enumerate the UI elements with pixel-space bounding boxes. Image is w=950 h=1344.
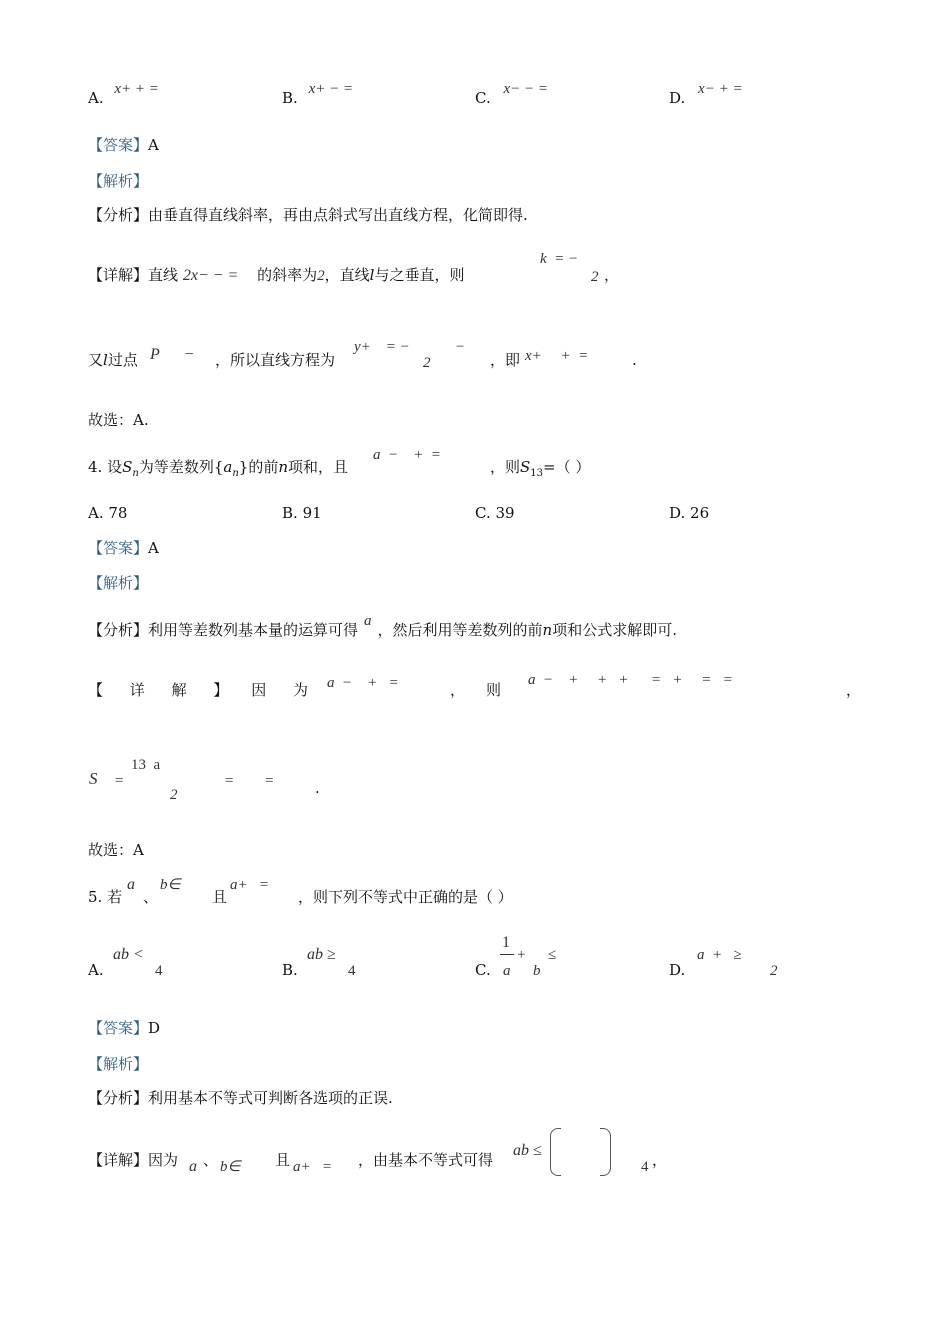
q3-detail-comma: ，: [604, 266, 620, 284]
q3-line-eq-tail: −: [455, 339, 466, 355]
q5-option-c-a: a: [503, 963, 511, 979]
q5-detail-a: a: [189, 1158, 197, 1175]
q5-option-d-expr: a + ≥: [697, 947, 742, 963]
q5-left-paren: [550, 1128, 561, 1176]
q5-stem-b: b∈: [160, 877, 181, 893]
q3-detail-line2b: ，所以直线方程为: [215, 351, 336, 369]
q5-stem-tail: ，则下列不等式中正确的是（ ）: [298, 888, 513, 906]
q3-guxuan: 故选：A.: [88, 411, 149, 429]
q5-detail-den: 4: [641, 1159, 649, 1175]
q5-detail-sep: 、: [203, 1151, 219, 1169]
q5-option-c-le: ≤: [548, 947, 557, 963]
q5-option-d: D.: [669, 961, 686, 979]
q4-s13-eq: =: [114, 773, 125, 789]
q5-jiexi-heading: 【解析】: [88, 1055, 149, 1073]
q4-option-a: A. 78: [88, 504, 128, 522]
q3-line-eq: y+ = −: [354, 339, 410, 355]
q5-detail-ab: ab ≤: [513, 1142, 542, 1159]
q5-option-d-den: 2: [770, 963, 778, 979]
q5-detail-cond: a+ =: [293, 1159, 332, 1175]
q5-option-b-expr: ab ≥: [307, 946, 336, 963]
q5-answer: 【答案】D: [88, 1019, 161, 1037]
q5-detail-comma: ，: [652, 1151, 668, 1169]
q3-detail-ji: ，即: [490, 351, 521, 369]
q4-stem: 4. 设$S_n$为等差数列$\{a_n\}$的前n项和，且: [88, 458, 349, 479]
q4-detail-comma2: ，: [846, 681, 862, 699]
q5-option-a: A.: [88, 961, 104, 979]
q4-option-c: C. 39: [475, 504, 515, 522]
q5-option-b: B.: [282, 961, 298, 979]
q3-option-c: C. x− − =: [475, 81, 549, 107]
q3-answer: 【答案】A: [88, 136, 159, 154]
q5-option-a-den: 4: [155, 963, 163, 979]
q3-jiexi-heading: 【解析】: [88, 172, 149, 190]
q4-detail-eq2: a − + + + = + = =: [528, 672, 733, 688]
q3-detail-line2: 又l过点: [88, 351, 138, 369]
q5-option-b-den: 4: [348, 963, 356, 979]
q4-s13-result: = =: [224, 773, 275, 789]
q3-option-b: B. x+ − =: [282, 81, 354, 107]
q4-fenxi: 【分析】利用等差数列基本量的运算可得 a ，然后利用等差数列的前n项和公式求解即可.: [88, 613, 677, 639]
q5-option-c-num: 1: [502, 934, 510, 951]
q5-detail-line1: 【详解】因为: [88, 1151, 179, 1169]
q5-detail-b: b∈: [220, 1159, 241, 1175]
q5-option-c-b: b: [533, 963, 541, 979]
q4-detail-ze: 则: [486, 681, 502, 699]
q4-s13-symbol: S: [89, 769, 98, 788]
q4-s13-period: .: [315, 779, 320, 797]
q5-stem-a: a: [127, 876, 135, 893]
q4-detail-tag: 【 详 解 】 因 为: [88, 681, 308, 699]
q4-s13-denominator: 2: [170, 787, 178, 803]
q5-stem-qie: 且: [212, 888, 228, 906]
q5-stem: 5. 若: [88, 888, 123, 906]
q5-fenxi: 【分析】利用基本不等式可判断各选项的正误.: [88, 1089, 393, 1107]
q4-jiexi-heading: 【解析】: [88, 574, 149, 592]
q4-guxuan: 故选：A: [88, 841, 144, 859]
q3-line-eq-den: 2: [423, 355, 431, 371]
q3-detail-slope: k = −: [540, 251, 579, 267]
q4-detail-eq1: a − + =: [327, 675, 399, 691]
q4-stem-tail: ，则$S_{13}=$（ ）: [490, 458, 591, 479]
q4-option-b: B. 91: [282, 504, 322, 522]
q5-detail-text: ，由基本不等式可得: [358, 1151, 494, 1169]
q3-option-a: A. x+ + =: [88, 81, 159, 107]
q5-option-c: C.: [475, 961, 491, 979]
q3-detail-line1: 【详解】直线 2x− − = 的斜率为2，直线l与之垂直，则: [88, 266, 465, 284]
q5-detail-qie: 且: [275, 1151, 291, 1169]
q3-fenxi: 【分析】由垂直得直线斜率，再由点斜式写出直线方程，化简即得.: [88, 206, 528, 224]
q5-right-paren: [600, 1128, 611, 1176]
q4-detail-comma1: ，: [450, 681, 466, 699]
q3-option-d: D. x− + =: [669, 81, 743, 107]
q5-option-a-expr: ab <: [113, 946, 144, 963]
q5-stem-sep: 、: [143, 888, 159, 906]
q4-answer: 【答案】A: [88, 539, 159, 557]
q3-period: .: [632, 351, 637, 369]
q4-option-d: D. 26: [669, 504, 710, 522]
q3-final-eq: x+ + =: [525, 348, 589, 364]
q3-detail-slope-den: 2: [591, 269, 599, 285]
q5-option-c-plus: +: [517, 947, 526, 963]
q5-stem-cond: a+ =: [230, 877, 269, 893]
q3-point-p: P −: [150, 346, 195, 363]
q4-stem-eq: a − + =: [373, 447, 441, 463]
q4-s13-numerator: 13 a: [131, 757, 161, 773]
q5-option-c-fraction-bar: [500, 954, 514, 955]
